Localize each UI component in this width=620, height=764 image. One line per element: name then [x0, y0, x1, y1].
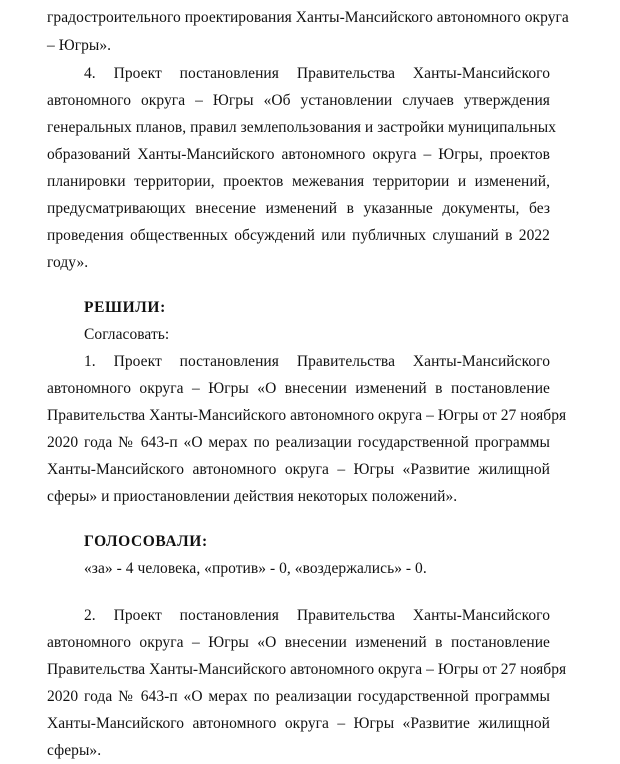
- text-line: – Югры».: [47, 37, 112, 54]
- text-line: 4. Проект постановления Правительства Ханты-Мансийского: [84, 65, 550, 82]
- votes-line: «за» - 4 человека, «против» - 0, «воздержались» - 0.: [84, 560, 427, 577]
- text-line: градостроительного проектирования Ханты-Мансийского автономного округа: [47, 9, 569, 26]
- text-line: автономного округа – Югры «О внесении изменений в постановление: [47, 380, 550, 397]
- text-line: Ханты-Мансийского автономного округа – Югры «Развитие жилищной: [47, 715, 550, 732]
- text-line: планировки территории, проектов межевания территории и изменений,: [47, 173, 550, 190]
- text-line: образований Ханты-Мансийского автономного округа – Югры, проектов: [47, 146, 550, 163]
- text-line: Правительства Ханты-Мансийского автономного округа – Югры от 27 ноября: [47, 661, 567, 678]
- text-line: 1. Проект постановления Правительства Ханты-Мансийского: [84, 353, 550, 370]
- text-line: сферы».: [47, 742, 102, 759]
- section-heading-voted: ГОЛОСОВАЛИ:: [84, 533, 208, 550]
- text-line: генеральных планов, правил землепользования и застройки муниципальных: [47, 119, 556, 136]
- text-line: 2020 года № 643-п «О мерах по реализации государственной программы: [47, 688, 550, 705]
- text-line: Правительства Ханты-Мансийского автономного округа – Югры от 27 ноября: [47, 407, 567, 424]
- text-line: сферы» и приостановлении действия некоторых положений».: [47, 488, 458, 505]
- text-line: 2. Проект постановления Правительства Ханты-Мансийского: [84, 607, 550, 624]
- section-heading-resolved: РЕШИЛИ:: [84, 299, 166, 316]
- text-line: Ханты-Мансийского автономного округа – Югры «Развитие жилищной: [47, 461, 550, 478]
- text-line: предусматривающих внесение изменений в указанные документы, без: [47, 200, 550, 217]
- text-line: автономного округа – Югры «Об установлении случаев утверждения: [47, 92, 550, 109]
- text-line: проведения общественных обсуждений или публичных слушаний в 2022: [47, 227, 550, 244]
- text-line: Согласовать:: [84, 326, 170, 343]
- text-line: автономного округа – Югры «О внесении изменений в постановление: [47, 634, 550, 651]
- text-line: году».: [47, 254, 89, 271]
- text-line: 2020 года № 643-п «О мерах по реализации государственной программы: [47, 434, 550, 451]
